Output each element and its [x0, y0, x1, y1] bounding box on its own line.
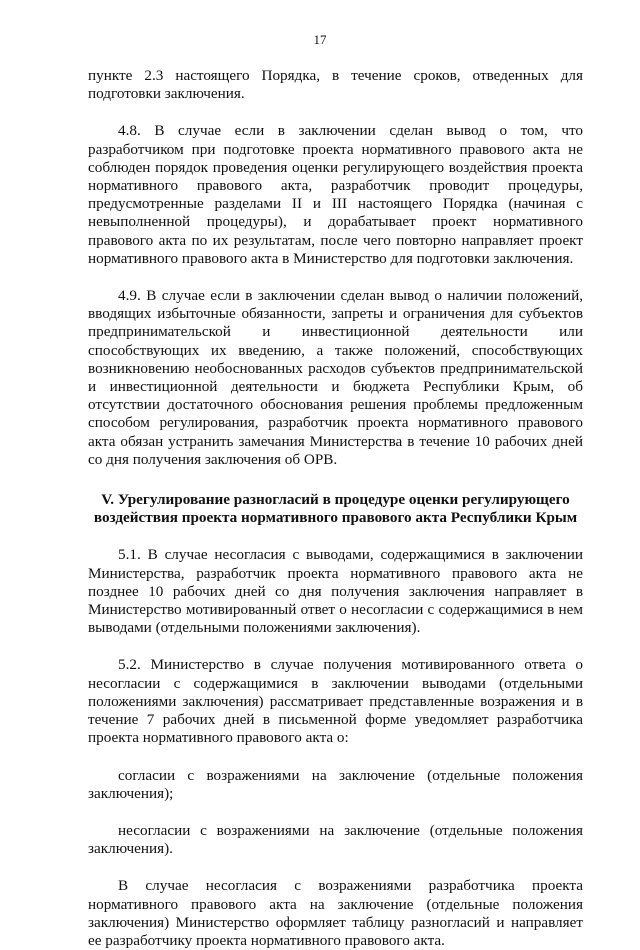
paragraph-4-9: 4.9. В случае если в заключении сделан вывод о наличии положений, вводящих избыточные обязанности, запреты и ограничения для субъектов предпринимательской и инвестиционной деятельности или способствующих их введению, а также положений, способствующих возникновению необоснованных расходов субъектов предпринимательской и инвестиционной деятельности и бюджета Республики Крым, об отсутствии достаточного обоснования решения проблемы предложенным способом регулирования, разработчик проекта нормативного правового акта обязан устранить замечания Министерства в течение 10 рабочих дней со дня получения заключения об ОРВ.: [88, 287, 583, 468]
document-body: [88, 67, 583, 950]
paragraph-5-2: 5.2. Министерство в случае получения мотивированного ответа о несогласии с содержащимися в заключении выводами (отдельными положениями заключения) рассматривает представленные возражения и в течение 7 рабочих дней в письменной форме уведомляет разработчика проекта нормативного правового акта о:: [88, 656, 583, 747]
paragraph-4-8: 4.8. В случае если в заключении сделан вывод о том, что разработчиком при подготовке проекта нормативного правового акта не соблюден порядок проведения оценки регулирующего воздействия проекта нормативного правового акта, разработчик проводит процедуры, предусмотренные разделами II и III настоящего Порядка (начиная с невыполненной процедуры), и дорабатывает проект нормативного правового акта по их результатам, после чего повторно направляет проект нормативного правового акта в Министерство для подготовки заключения.: [88, 122, 583, 267]
paragraph-disagreement-table: В случае несогласия с возражениями разработчика проекта нормативного правового акта на заключение (отдельные положения заключения) Министерство оформляет таблицу разногласий и направляет ее разработчику проекта нормативного правового акта.: [88, 877, 583, 949]
paragraph-5-1: 5.1. В случае несогласия с выводами, содержащимися в заключении Министерства, разработчик проекта нормативного правового акта не позднее 10 рабочих дней со дня получения заключения направляет в Министерство мотивированный ответ о несогласии с содержащимися в нем выводами (отдельными положениями заключения).: [88, 546, 583, 637]
section-heading: V. Урегулирование разногласий в процедуре оценки регулирующего воздействия проекта нормативного правового акта Республики Крым: [93, 491, 578, 527]
paragraph-continuation: пункте 2.3 настоящего Порядка, в течение сроков, отведенных для подготовки заключения.: [88, 67, 583, 103]
list-item-agreement: согласии с возражениями на заключение (отдельные положения заключения);: [88, 766, 583, 802]
list-item-disagreement: несогласии с возражениями на заключение (отдельные положения заключения).: [88, 821, 583, 858]
page-number: 17: [313, 32, 327, 47]
